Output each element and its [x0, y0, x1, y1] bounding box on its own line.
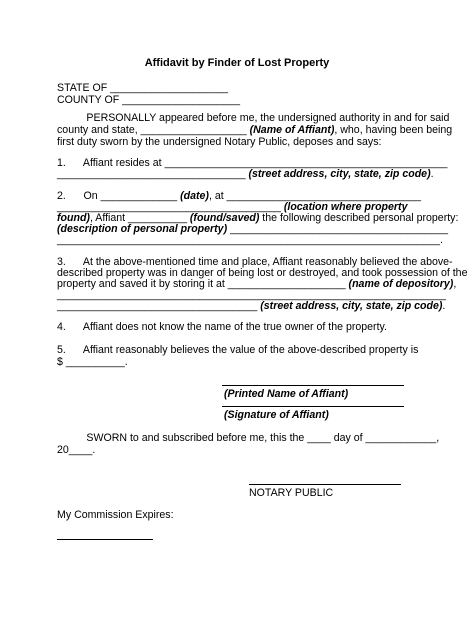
item-4: 4. Affiant does not know the name of the true owner of the property.	[57, 321, 387, 333]
sworn-line-1: SWORN to and subscribed before me, this the ____ day of ____________,	[57, 432, 440, 444]
intro-line-1: PERSONALLY appeared before me, the undersigned authority in and for said	[57, 112, 450, 124]
address-label: (street address, city, state, zip code)	[248, 168, 431, 180]
item-text: 2. On _____________	[57, 190, 181, 202]
notary-public-label: NOTARY PUBLIC	[249, 487, 334, 499]
punctuation: ,	[453, 278, 457, 290]
signature-line	[222, 406, 404, 407]
item-text: the following described personal property:	[259, 212, 459, 224]
blank: ______________________________________	[57, 201, 284, 213]
intro-line-3: first duty sworn by the undersigned Notary Public, deposes and says:	[57, 136, 382, 148]
printed-name-line	[222, 385, 404, 386]
item-text: property and saved it by storing it at ____________________	[57, 278, 349, 290]
location-label-end: found)	[57, 212, 90, 224]
item-3-line-1: 3. At the above-mentioned time and place, Affiant reasonably believed the above-	[57, 256, 453, 268]
description-label: (description of personal property)	[57, 223, 228, 235]
item-3-line-2: described property was in danger of being lost or destroyed, and took possession of the	[57, 267, 468, 279]
signature-label: (Signature of Affiant)	[224, 409, 329, 421]
location-label: (location where property	[283, 201, 408, 213]
item-2-line-5: _________________________________________________________________.	[57, 234, 443, 246]
address-label: (street address, city, state, zip code)	[260, 300, 443, 312]
county-line: COUNTY OF ____________________	[57, 94, 240, 106]
commission-date-line	[57, 539, 153, 540]
date-label: (date)	[180, 190, 209, 202]
blank: __________________________________	[57, 300, 261, 312]
commission-expires-label: My Commission Expires:	[57, 509, 174, 521]
punctuation: .	[430, 168, 434, 180]
item-text: , Affiant __________	[89, 212, 190, 224]
intro-text: , who, having been being	[334, 124, 453, 136]
blank: ________________________________	[57, 168, 249, 180]
item-3-line-4: __________________________________________________________________	[57, 289, 446, 301]
item-text: , at _________________________________	[208, 190, 422, 202]
document-title: Affidavit by Finder of Lost Property	[144, 57, 330, 69]
item-1-line-2	[57, 168, 434, 181]
blank: _____________________________________	[227, 223, 449, 235]
printed-name-label: (Printed Name of Affiant)	[224, 388, 349, 400]
intro-text: county and state, __________________	[57, 124, 250, 136]
found-saved-label: (found/saved)	[189, 212, 260, 224]
sworn-line-2: 20____.	[57, 444, 96, 456]
punctuation: .	[442, 300, 446, 312]
notary-signature-line	[249, 484, 401, 485]
item-1-line-1: 1. Affiant resides at ________________________________________________	[57, 157, 448, 169]
affiant-name-label: (Name of Affiant)	[249, 124, 335, 136]
item-5-line-1: 5. Affiant reasonably believes the value of the above-described property is	[57, 344, 419, 356]
item-5-line-2: $ __________.	[57, 356, 128, 368]
state-line: STATE OF ____________________	[57, 82, 228, 94]
depository-label: (name of depository)	[348, 278, 454, 290]
item-3-line-5	[57, 300, 445, 313]
